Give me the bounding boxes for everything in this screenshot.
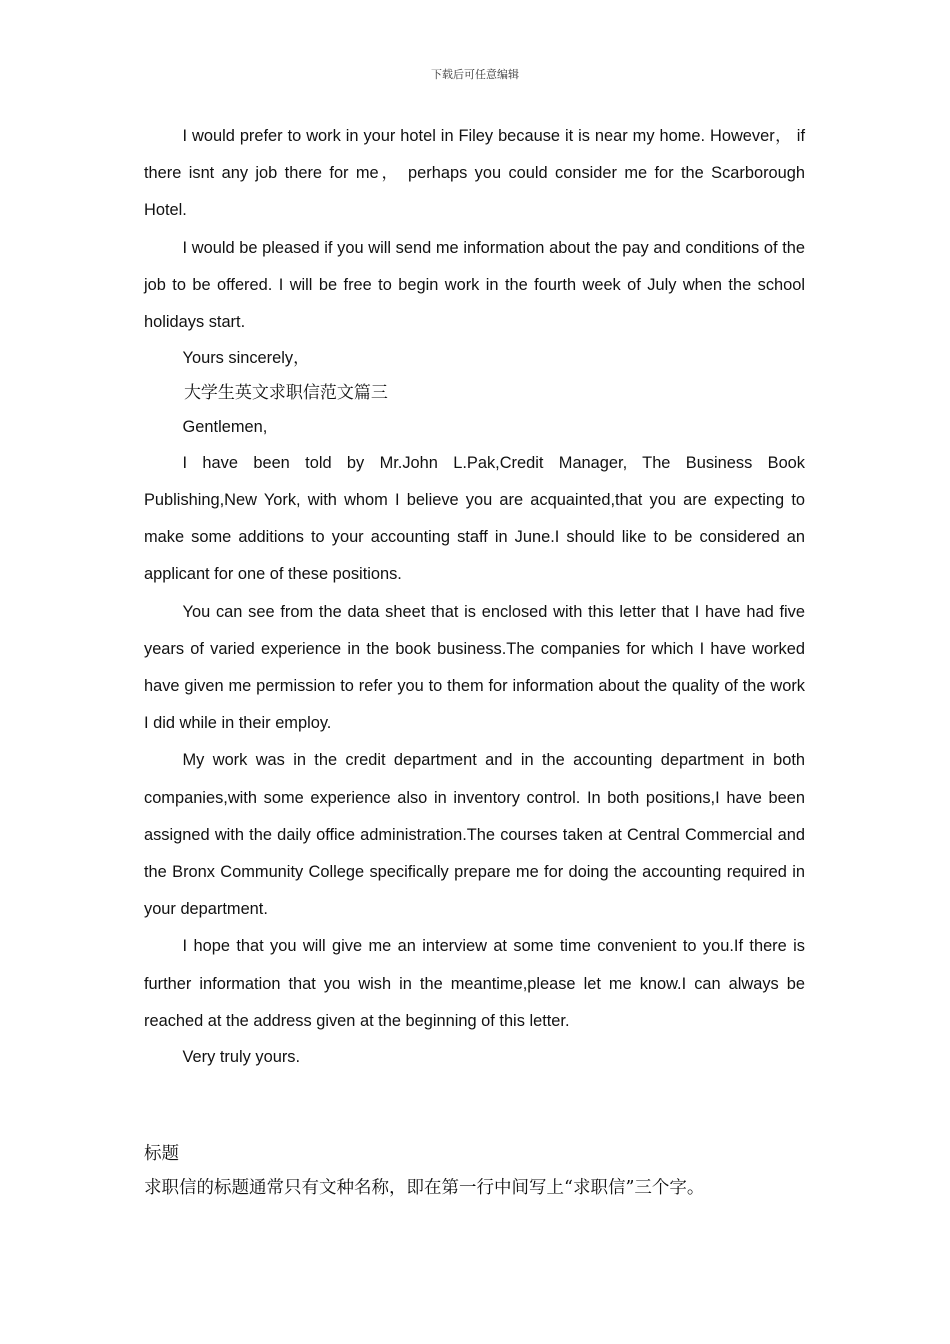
- page-header-note: 下载后可任意编辑: [431, 68, 519, 81]
- letter-three-paragraph-2: You can see from the data sheet that is enclosed with this letter that I have had five years of varied experience in the book business.The companies for which I have worked have given me permission to refer you to them for information about the quality of the work I did while in their employ.: [144, 602, 805, 733]
- letter-three-paragraph-3: My work was in the credit department and in the accounting department in both companies,with some experience also in inventory control. In both positions,I have been assigned with the daily office administration.The courses taken at Central Commercial and the Bronx Community College specifically prepare me for doing the accounting required in your department.: [144, 751, 805, 919]
- letter-two-paragraph-1: I would prefer to work in your hotel in Filey because it is near my home. However， if there isnt any job there for me， perhaps you could consider me for the Scarborough Hotel.: [144, 127, 805, 220]
- letter-two-closing: Yours sincerely，: [182, 349, 310, 368]
- letter-three-paragraph-1: I have been told by Mr.John L.Pak,Credit Manager, The Business Book Publishing,New York, with whom I believe you are acquainted,that you are expecting to make some additions to your accounting staff in June.I should like to be considered an applicant for one of these positions.: [144, 453, 805, 584]
- section-title: 大学生英文求职信范文篇三: [183, 382, 388, 403]
- document-body: [144, 118, 805, 1074]
- notes-section: [144, 1137, 844, 1205]
- letter-two-paragraph-2: I would be pleased if you will send me information about the pay and conditions of the job to be offered. I will be free to begin work in the fourth week of July when the school holidays start.: [144, 238, 805, 332]
- notes-text: 求职信的标题通常只有文种名称，即在第一行中间写上“求职信”三个字。: [144, 1178, 705, 1198]
- notes-heading: 标题: [144, 1144, 179, 1164]
- letter-three-closing: Very truly yours.: [182, 1047, 301, 1066]
- letter-three-paragraph-4: I hope that you will give me an interview at some time convenient to you.If there is further information that you wish in the meantime,please let me know.I can always be reached at the address given at the beginning of this letter.: [144, 937, 805, 1030]
- letter-three-salutation: Gentlemen,: [182, 418, 268, 437]
